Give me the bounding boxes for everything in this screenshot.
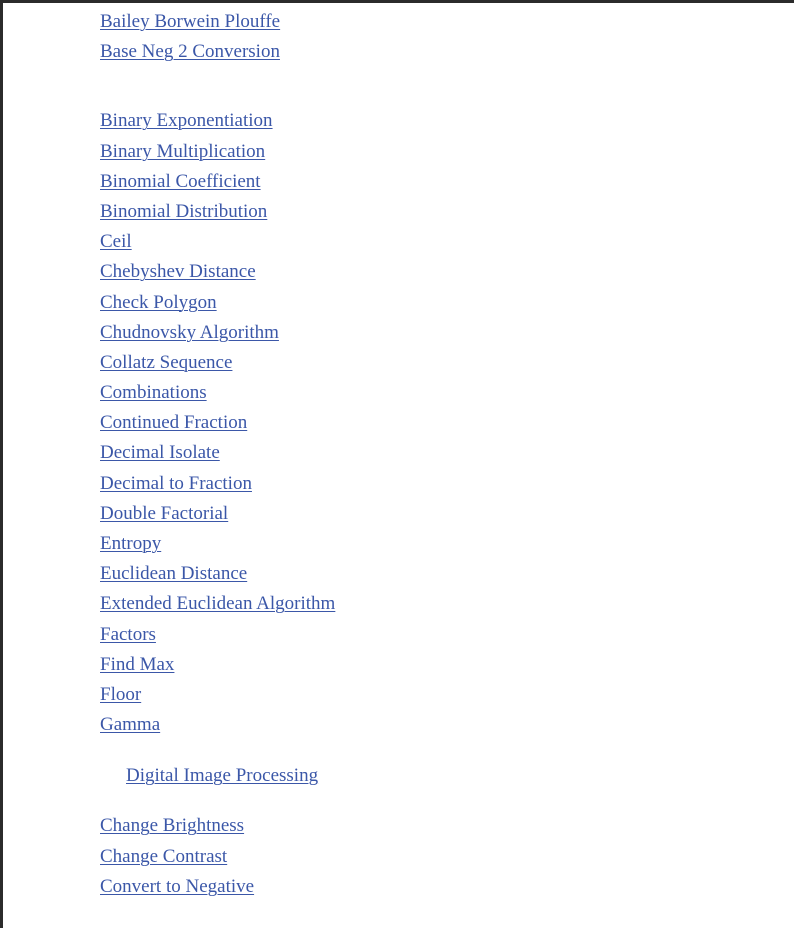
link-gamma[interactable]: Gamma [100, 714, 161, 736]
link-combinations[interactable]: Combinations [100, 382, 207, 404]
link-decimal-isolate[interactable]: Decimal Isolate [100, 442, 220, 464]
list-item [100, 227, 335, 257]
link-convert-to-negative[interactable]: Convert to Negative [100, 875, 255, 897]
link-euclidean-distance[interactable]: Euclidean Distance [100, 563, 248, 585]
link-extended-euclidean-algorithm[interactable]: Extended Euclidean Algorithm [100, 593, 336, 615]
list-item [100, 438, 335, 468]
list-item [100, 378, 335, 408]
list-item [100, 872, 335, 902]
list-item [100, 37, 335, 67]
link-floor[interactable]: Floor [100, 683, 142, 705]
link-base-neg-2-conversion[interactable]: Base Neg 2 Conversion [100, 41, 280, 63]
link-digital-image-processing[interactable]: Digital Image Processing [126, 765, 319, 787]
list-item [100, 589, 335, 619]
link-binomial-coefficient[interactable]: Binomial Coefficient [100, 170, 261, 192]
link-collatz-sequence[interactable]: Collatz Sequence [100, 351, 233, 373]
link-factors[interactable]: Factors [100, 623, 156, 645]
link-ceil[interactable]: Ceil [100, 231, 132, 253]
list-item [100, 650, 335, 680]
list-item [100, 499, 335, 529]
list-item [100, 257, 335, 287]
link-list [100, 7, 335, 902]
list-item [100, 559, 335, 589]
spacer [100, 67, 335, 106]
list-item [100, 408, 335, 438]
link-check-polygon[interactable]: Check Polygon [100, 291, 217, 313]
link-change-contrast[interactable]: Change Contrast [100, 845, 228, 867]
section-heading [100, 740, 335, 811]
link-chebyshev-distance[interactable]: Chebyshev Distance [100, 261, 256, 283]
link-double-factorial[interactable]: Double Factorial [100, 502, 229, 524]
link-bailey-borwein-plouffe[interactable]: Bailey Borwein Plouffe [100, 11, 281, 32]
list-item [100, 529, 335, 559]
link-decimal-to-fraction[interactable]: Decimal to Fraction [100, 472, 252, 494]
list-item [100, 197, 335, 227]
list-item [100, 137, 335, 167]
link-binomial-distribution[interactable]: Binomial Distribution [100, 200, 268, 222]
link-change-brightness[interactable]: Change Brightness [100, 815, 245, 837]
list-item [100, 842, 335, 872]
list-item [100, 469, 335, 499]
list-item [100, 811, 335, 841]
link-binary-multiplication[interactable]: Binary Multiplication [100, 140, 266, 162]
list-item [100, 318, 335, 348]
link-entropy[interactable]: Entropy [100, 533, 162, 554]
list-item [100, 167, 335, 197]
list-item [100, 288, 335, 318]
list-item [100, 106, 335, 136]
link-continued-fraction[interactable]: Continued Fraction [100, 412, 248, 434]
list-item [100, 710, 335, 740]
link-binary-exponentiation[interactable]: Binary Exponentiation [100, 110, 273, 132]
list-item [100, 620, 335, 650]
link-find-max[interactable]: Find Max [100, 653, 175, 675]
list-item [100, 7, 335, 37]
link-chudnovsky-algorithm[interactable]: Chudnovsky Algorithm [100, 321, 279, 343]
list-item [100, 348, 335, 378]
list-item [100, 680, 335, 710]
